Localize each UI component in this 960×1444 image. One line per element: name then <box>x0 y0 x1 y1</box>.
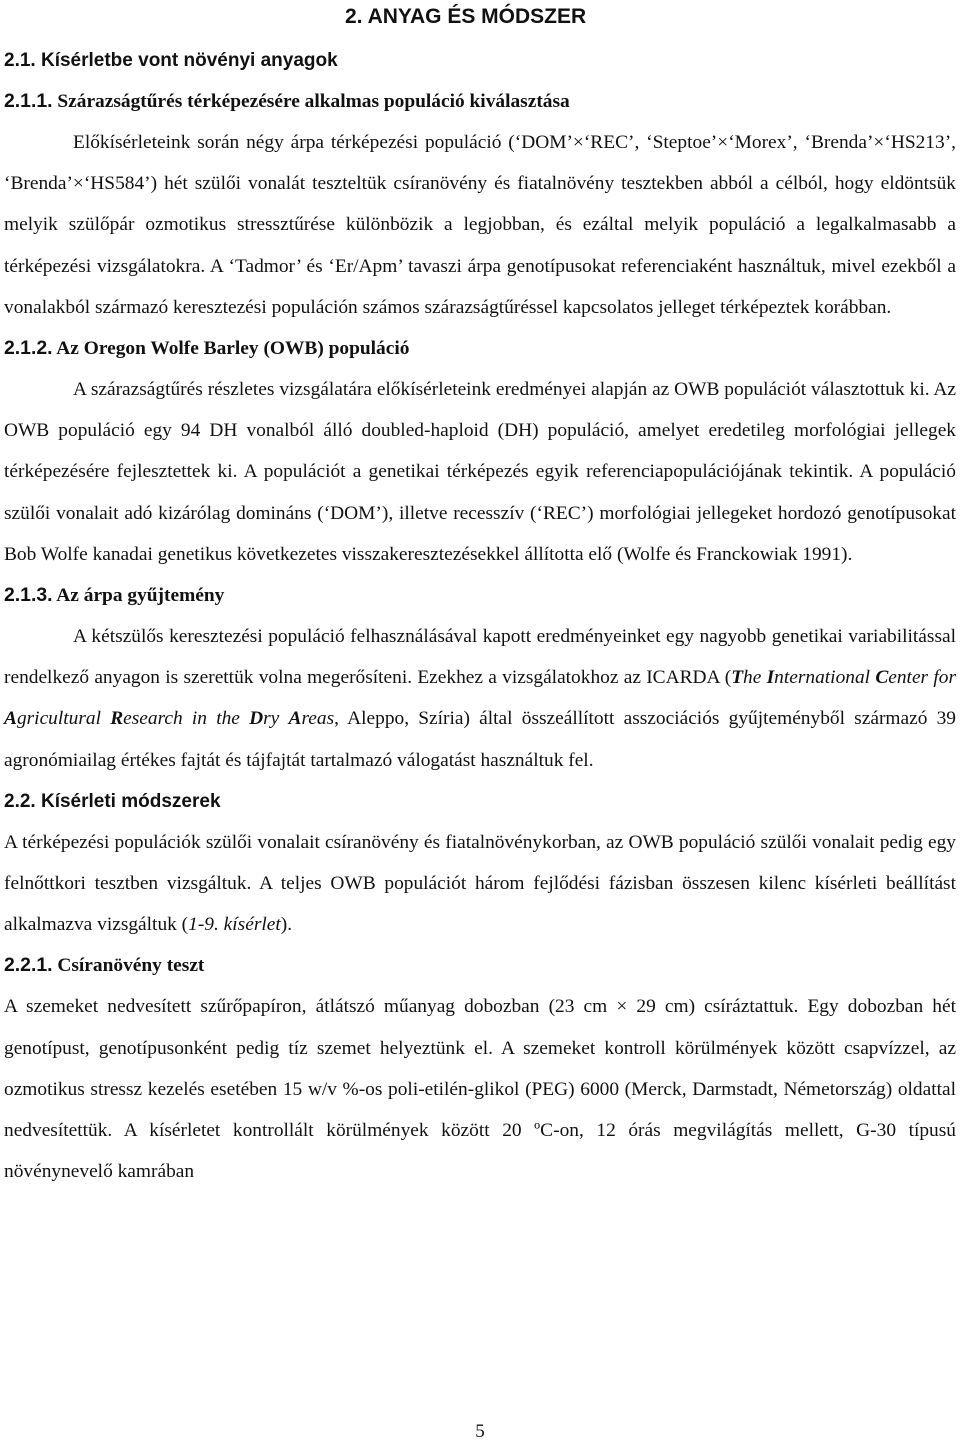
paragraph-2-1-3 <box>4 616 956 781</box>
page-number: 5 <box>475 1421 485 1442</box>
icarda-word: gricultural <box>16 708 111 730</box>
icarda-word: enter for <box>888 667 956 689</box>
experiment-reference: 1-9. kísérlet <box>188 914 281 936</box>
chapter-title: 2. ANYAG ÉS MÓDSZER <box>345 5 587 28</box>
section-number: 2.1.1. <box>4 90 53 112</box>
paragraph-text: , Aleppo, Szíria) által összeállított asszociációs gyűjteményből származó 39 agronómiailag értékes fajtát és tájfajtát tartalmazó válogatást használtuk fel. <box>4 708 956 771</box>
paragraph-text: A térképezési populációk szülői vonalait csíranövény és fiatalnövénykorban, az OWB populáció szülői vonalait pedig egy felnőttkori tesztben vizsgáltuk. A teljes OWB populációt három fejlődési fázisban összesen kilenc kísérleti beállítást alkalmazva vizsgáltuk ( <box>4 831 956 936</box>
section-number: 2.2. <box>4 790 36 812</box>
section-number: 2.1.3. <box>4 584 53 607</box>
icarda-initial: A <box>288 708 302 730</box>
icarda-initial: T <box>731 667 744 689</box>
section-number: 2.1.2. <box>4 337 53 360</box>
section-heading-2-1-3 <box>4 575 956 616</box>
paragraph-text: ). <box>280 914 293 936</box>
icarda-initial: I <box>766 667 775 689</box>
page-content <box>4 40 956 1192</box>
icarda-initial: R <box>110 708 124 730</box>
section-heading-2-2 <box>4 781 956 822</box>
icarda-initial: C <box>875 667 889 689</box>
section-title: Az árpa gyűjtemény <box>52 585 225 607</box>
section-heading-2-1: 2.1. Kísérletbe vont növényi anyagok <box>4 50 338 71</box>
icarda-word: reas <box>301 708 335 730</box>
icarda-word: esearch in the <box>123 708 250 730</box>
section-title: Az Oregon Wolfe Barley (OWB) populáció <box>52 338 410 360</box>
section-title: Szárazságtűrés térképezésére alkalmas populáció kiválasztása <box>52 91 570 112</box>
section-title: Csíranövény teszt <box>52 955 205 977</box>
section-heading-2-1-1 <box>4 81 956 122</box>
icarda-initial: D <box>249 708 264 730</box>
paragraph-text: A kétszülős keresztezési populáció felhasználásával kapott eredményeinket egy nagyobb genetikai variabilitással rendelkező anyagon is szerettük volna megerősíteni. Ezekhez a vizsgálatokhoz az ICARDA ( <box>4 626 956 689</box>
icarda-initial: A <box>4 708 17 730</box>
icarda-word: ry <box>263 708 289 730</box>
paragraph-2-2-1: A szemeket nedvesített szűrőpapíron, átlátszó műanyag dobozban (23 cm × 29 cm) csíráztattuk. Egy dobozban hét genotípust, genotípusonként pedig tíz szemet helyeztünk el. A szemeket kontroll körülmények között csapvízzel, az ozmotikus stressz kezelés esetében 15 w/v %-os poli-etilén-glikol (PEG) 6000 (Merck, Darmstadt, Németország) oldattal nedvesítettük. A kísérletet kontrollált körülmények között 20 ºC-on, 12 órás megvilágítás mellett, G-30 típusú növénynevelő kamrában <box>4 996 956 1183</box>
section-heading-2-2-1 <box>4 945 956 986</box>
paragraph-2-2 <box>4 822 956 946</box>
section-title: Kísérleti módszerek <box>35 790 221 812</box>
section-number: 2.2.1. <box>4 954 53 977</box>
section-heading-2-1-2 <box>4 328 956 369</box>
icarda-word: nternational <box>774 667 876 689</box>
paragraph-2-1-1: Előkísérleteink során négy árpa térképezési populáció (‘DOM’×‘REC’, ‘Steptoe’×‘Morex’, ‘Brenda’×‘HS213’, ‘Brenda’×‘HS584’) hét szülői vonalát teszteltük csíranövény és fiatalnövény tesztekben abból a célból, hogy eldöntsük melyik szülőpár ozmotikus stressztűrése különbözik a legjobban, és ezáltal melyik populáció a legalkalmasabb a térképezési vizsgálatokra. A ‘Tadmor’ és ‘Er/Apm’ tavaszi árpa genotípusokat referenciaként használtuk, mivel ezekből a vonalakból származó keresztezési populáción számos szárazságtűréssel kapcsolatos jelleget térképeztek korábban. <box>4 132 956 318</box>
paragraph-2-1-2: A szárazságtűrés részletes vizsgálatára előkísérleteink eredményei alapján az OWB populációt választottuk ki. Az OWB populáció egy 94 DH vonalból álló doubled-haploid (DH) populáció, amelyet eredetileg morfológiai jellegek térképezésére fejlesztettek ki. A populációt a genetikai térképezés egyik referenciapopulációjának tekintik. A populáció szülői vonalait adó kizárólag domináns (‘DOM’), illetve recesszív (‘REC’) morfológiai jellegeket hordozó genotípusokat Bob Wolfe kanadai genetikus következetes visszakeresztezésekkel állította elő (Wolfe és Franckowiak 1991). <box>4 379 956 565</box>
icarda-word: he <box>743 667 767 689</box>
